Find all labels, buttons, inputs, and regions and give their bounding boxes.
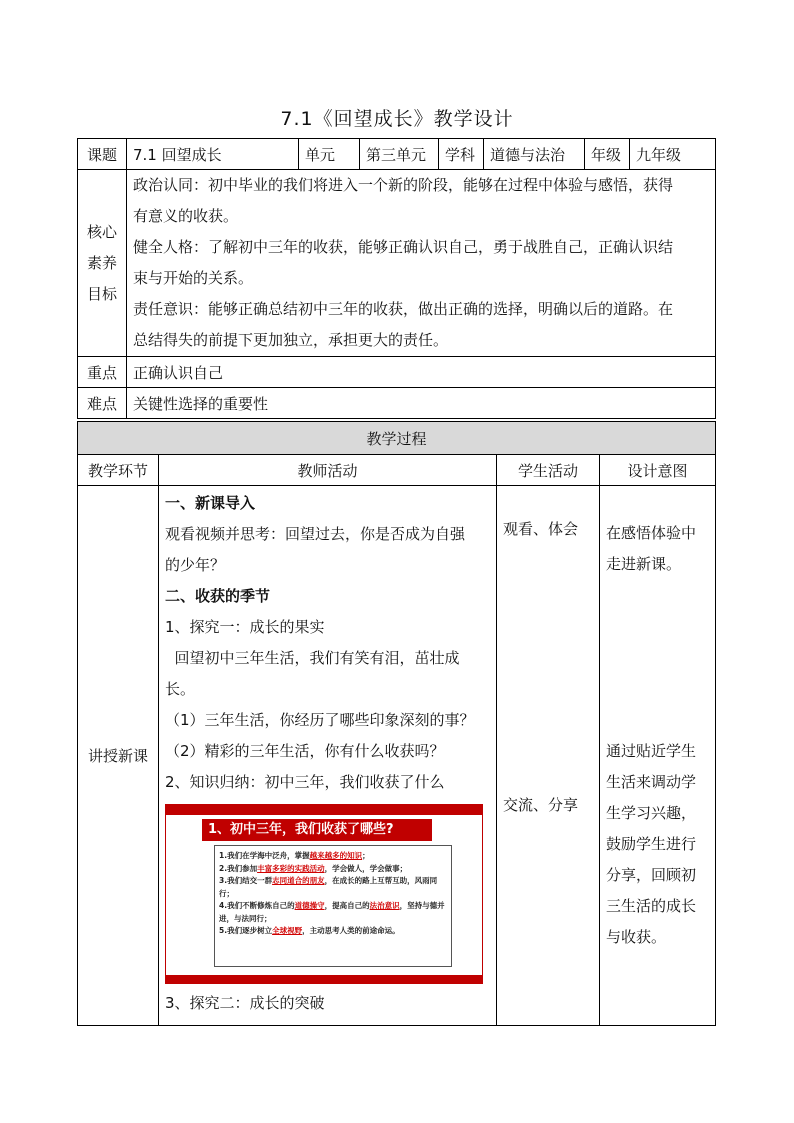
unit-value: 第三单元 bbox=[360, 139, 439, 170]
info-table bbox=[77, 138, 716, 419]
goal-line: 责任意识：能够正确总结初中三年的收获，做出正确的选择，明确以后的道路。在 bbox=[133, 300, 674, 318]
intent-line: 在感悟体验中 bbox=[606, 524, 697, 542]
slide-item: 4.我们不断修炼自己的道德操守，提高自己的法治意识，坚持与德并进，与法同行； bbox=[219, 901, 445, 923]
design-intent bbox=[600, 486, 716, 1026]
column-header: 教师活动 bbox=[159, 455, 497, 486]
goals-label-line: 核心 bbox=[86, 222, 117, 241]
slide-item: 1.我们在学海中泛舟，掌握越来越多的知识； bbox=[219, 851, 370, 860]
intent-line: 生活来调动学 bbox=[606, 773, 697, 791]
slide-item: 5.我们逐步树立全球视野，主动思考人类的前途命运。 bbox=[219, 926, 400, 935]
teacher-activity bbox=[159, 486, 497, 1026]
slide-bottom-bar bbox=[166, 975, 482, 983]
slide-image bbox=[165, 804, 483, 984]
teacher-line: 观看视频并思考：回望过去，你是否成为自强 bbox=[165, 525, 466, 543]
teacher-line: （1）三年生活，你经历了哪些印象深刻的事？ bbox=[165, 711, 475, 729]
topic-value: 7.1 回望成长 bbox=[127, 139, 299, 170]
document-title: 7.1《回望成长》教学设计 bbox=[280, 108, 514, 130]
key-point-label: 重点 bbox=[78, 357, 127, 388]
student-activity bbox=[497, 486, 600, 1026]
teacher-line: 二、收获的季节 bbox=[165, 587, 271, 605]
goals-label bbox=[78, 170, 127, 357]
intent-line: 鼓励学生进行 bbox=[606, 835, 697, 853]
subject-value: 道德与法治 bbox=[484, 139, 585, 170]
slide-list bbox=[214, 845, 452, 967]
goal-line: 健全人格：了解初中三年的收获，能够正确认识自己，勇于战胜自己，正确认识结 bbox=[133, 238, 674, 256]
intent-line: 分享，回顾初 bbox=[606, 866, 697, 884]
teacher-line: 回望初中三年生活，我们有笑有泪，茁壮成 bbox=[165, 649, 460, 667]
column-header: 设计意图 bbox=[600, 455, 716, 486]
slide-top-bar bbox=[166, 805, 482, 815]
difficulty-value: 关键性选择的重要性 bbox=[127, 388, 716, 419]
teacher-line: 的少年？ bbox=[165, 556, 226, 574]
teacher-line: 长。 bbox=[165, 680, 196, 698]
process-table bbox=[77, 421, 716, 1026]
goal-line: 束与开始的关系。 bbox=[133, 269, 254, 287]
teacher-line: （2）精彩的三年生活，你有什么收获吗？ bbox=[165, 742, 445, 760]
intent-line: 三生活的成长 bbox=[606, 897, 697, 915]
intent-1 bbox=[606, 518, 696, 580]
intent-line: 与收获。 bbox=[606, 928, 667, 946]
process-header: 教学过程 bbox=[78, 422, 716, 455]
goal-line: 有意义的收获。 bbox=[133, 207, 239, 225]
goals-label-line: 素养 bbox=[86, 253, 117, 272]
slide-item: 2.我们参加丰富多彩的实践活动，学会做人，学会做事； bbox=[219, 863, 408, 873]
teacher-line: 1、探究一：成长的果实 bbox=[165, 618, 325, 636]
key-point-value: 正确认识自己 bbox=[127, 357, 716, 388]
student-activity-1: 观看、体会 bbox=[503, 520, 579, 538]
student-activity-2: 交流、分享 bbox=[503, 796, 579, 814]
teacher-line: 一、新课导入 bbox=[165, 494, 256, 512]
teacher-line: 2、知识归纳：初中三年，我们收获了什么 bbox=[165, 773, 445, 791]
topic-label: 课题 bbox=[78, 139, 127, 170]
intent-line: 走进新课。 bbox=[606, 555, 682, 573]
goals-content bbox=[127, 170, 716, 357]
intent-2 bbox=[606, 736, 696, 953]
column-header: 学生活动 bbox=[497, 455, 600, 486]
slide-header: 1、初中三年，我们收获了哪些? bbox=[202, 819, 432, 841]
goal-line: 政治认同：初中毕业的我们将进入一个新的阶段，能够在过程中体验与感悟，获得 bbox=[133, 176, 674, 194]
goals-label-line: 目标 bbox=[86, 284, 117, 303]
difficulty-label: 难点 bbox=[78, 388, 127, 419]
subject-label: 学科 bbox=[439, 139, 484, 170]
unit-label: 单元 bbox=[299, 139, 360, 170]
column-header: 教学环节 bbox=[78, 455, 159, 486]
intent-line: 通过贴近学生 bbox=[606, 742, 697, 760]
goal-line: 总结得失的前提下更加独立，承担更大的责任。 bbox=[133, 331, 449, 349]
grade-label: 年级 bbox=[585, 139, 630, 170]
stage-cell: 讲授新课 bbox=[78, 486, 159, 1026]
teacher-line: 3、探究二：成长的突破 bbox=[165, 994, 325, 1012]
slide-item: 3.我们结交一群志同道合的朋友，在成长的路上互帮互助，风雨同行； bbox=[219, 876, 438, 898]
intent-line: 生学习兴趣， bbox=[606, 804, 697, 822]
grade-value: 九年级 bbox=[630, 139, 716, 170]
